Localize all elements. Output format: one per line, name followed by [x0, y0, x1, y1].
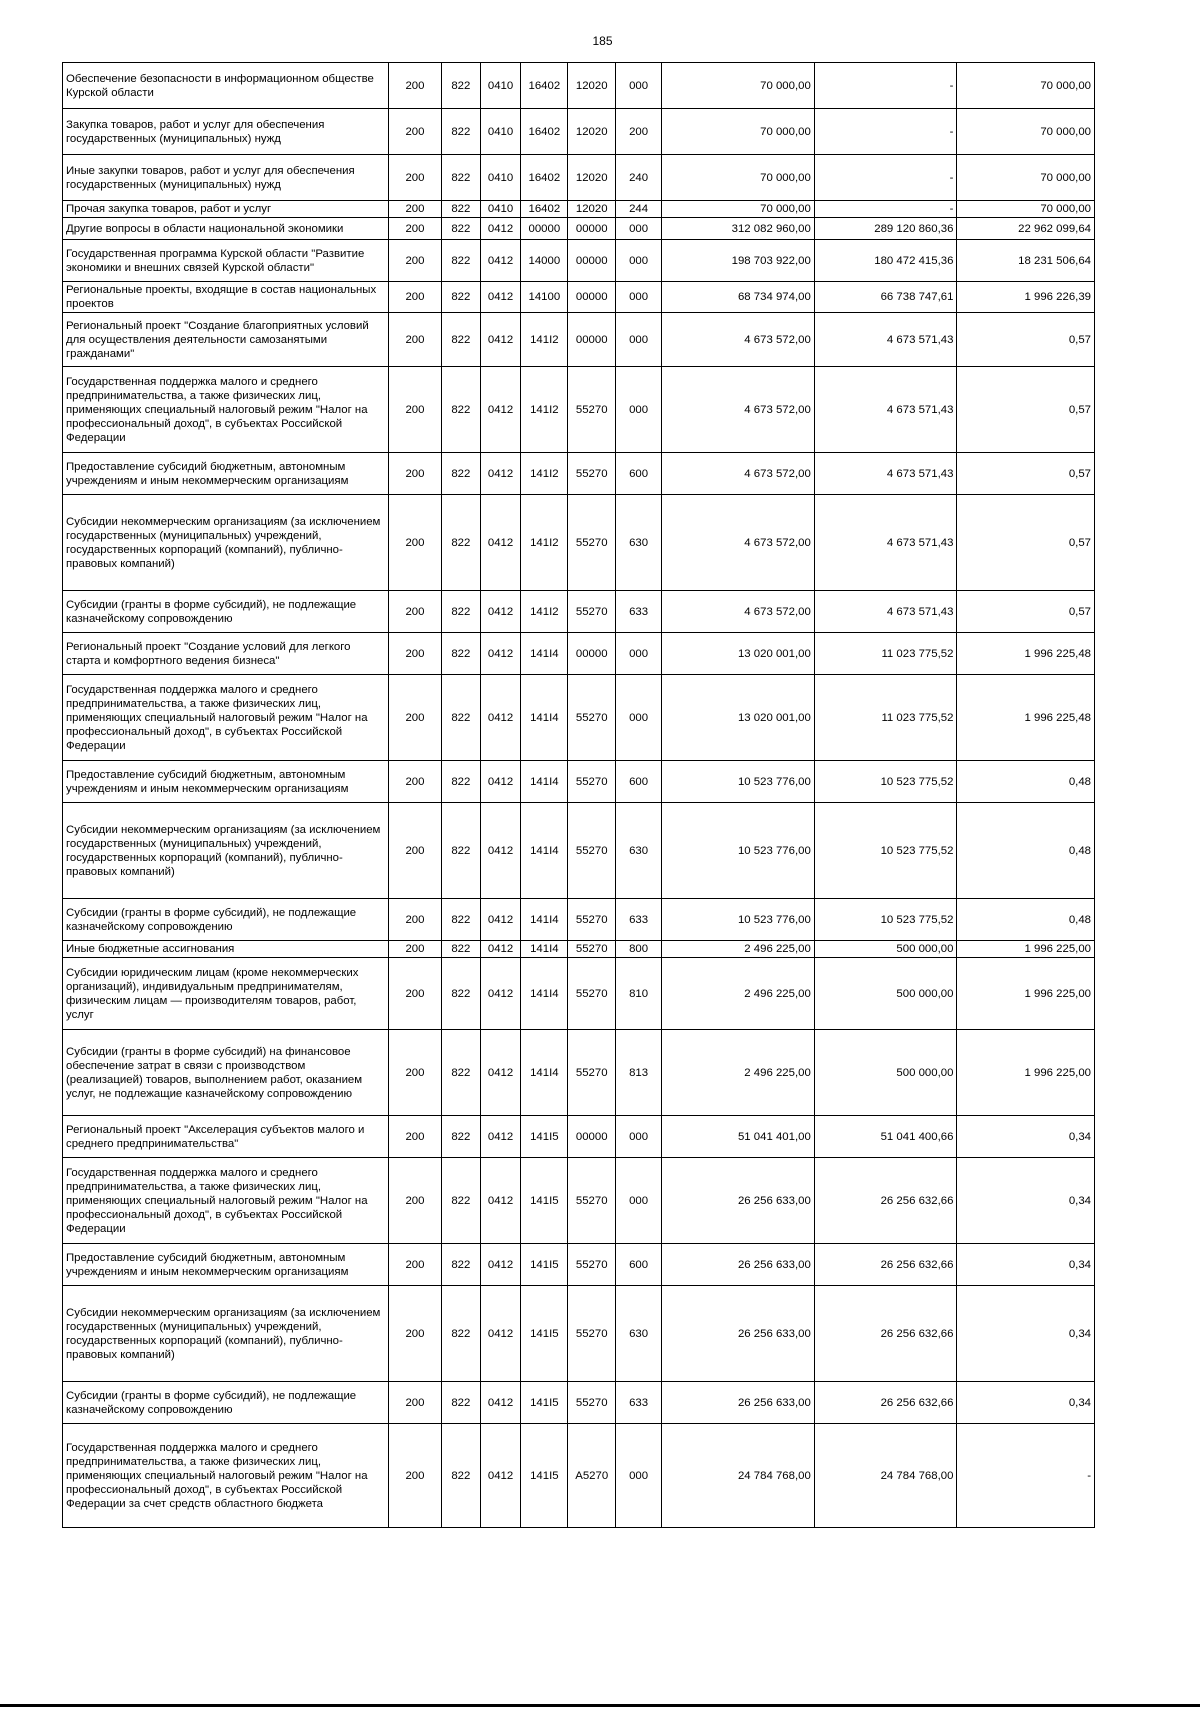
code-1: 200 [389, 109, 442, 155]
code-6: 630 [616, 803, 662, 899]
amount-remaining: 1 996 225,00 [957, 1030, 1095, 1116]
amount-executed: 4 673 571,43 [814, 591, 957, 633]
code-3: 0412 [480, 495, 521, 591]
row-name: Иные бюджетные ассигнования [63, 941, 389, 958]
amount-remaining: 70 000,00 [957, 155, 1095, 201]
code-2: 822 [441, 367, 480, 453]
row-name: Региональный проект "Акселерация субъектов малого и среднего предпринимательства" [63, 1116, 389, 1158]
code-1: 200 [389, 591, 442, 633]
code-4: 141I5 [521, 1382, 568, 1424]
amount-planned: 51 041 401,00 [662, 1116, 815, 1158]
code-6: 000 [616, 1424, 662, 1528]
amount-planned: 13 020 001,00 [662, 675, 815, 761]
amount-remaining: 70 000,00 [957, 201, 1095, 218]
code-5: 55270 [568, 958, 616, 1030]
code-4: 141I4 [521, 675, 568, 761]
code-1: 200 [389, 958, 442, 1030]
amount-executed: 24 784 768,00 [814, 1424, 957, 1528]
code-6: 000 [616, 1158, 662, 1244]
amount-executed: 4 673 571,43 [814, 495, 957, 591]
code-4: 16402 [521, 155, 568, 201]
amount-planned: 13 020 001,00 [662, 633, 815, 675]
code-1: 200 [389, 155, 442, 201]
amount-executed: 289 120 860,36 [814, 218, 957, 240]
code-4: 00000 [521, 218, 568, 240]
code-2: 822 [441, 1116, 480, 1158]
code-3: 0412 [480, 941, 521, 958]
code-4: 141I5 [521, 1116, 568, 1158]
code-4: 141I5 [521, 1286, 568, 1382]
table-row [63, 495, 1095, 591]
table-row [63, 109, 1095, 155]
code-5: 12020 [568, 155, 616, 201]
row-name: Прочая закупка товаров, работ и услуг [63, 201, 389, 218]
table-row [63, 591, 1095, 633]
code-1: 200 [389, 899, 442, 941]
code-2: 822 [441, 155, 480, 201]
amount-remaining: 1 996 225,00 [957, 941, 1095, 958]
code-3: 0412 [480, 803, 521, 899]
table-row [63, 1382, 1095, 1424]
code-4: 141I4 [521, 633, 568, 675]
table-row [63, 218, 1095, 240]
row-name: Субсидии некоммерческим организациям (за исключением государственных (муниципальных) учреждений, государственных корпораций (компаний), публично-правовых компаний) [63, 495, 389, 591]
bottom-rule [0, 1704, 1200, 1707]
code-5: 12020 [568, 201, 616, 218]
amount-executed: 26 256 632,66 [814, 1286, 957, 1382]
code-2: 822 [441, 201, 480, 218]
table-row [63, 1116, 1095, 1158]
table-row [63, 201, 1095, 218]
amount-remaining: 0,57 [957, 453, 1095, 495]
code-3: 0412 [480, 218, 521, 240]
code-4: 141I2 [521, 591, 568, 633]
code-3: 0412 [480, 1286, 521, 1382]
code-6: 600 [616, 761, 662, 803]
code-6: 600 [616, 1244, 662, 1286]
row-name: Государственная поддержка малого и среднего предпринимательства, а также физических лиц, применяющих специальный налоговый режим "Налог на профессиональный доход", в субъектах Российской Федерации [63, 367, 389, 453]
table-row [63, 63, 1095, 109]
code-1: 200 [389, 218, 442, 240]
code-2: 822 [441, 1286, 480, 1382]
code-2: 822 [441, 495, 480, 591]
code-6: 000 [616, 367, 662, 453]
code-4: 141I2 [521, 495, 568, 591]
row-name: Предоставление субсидий бюджетным, автономным учреждениям и иным некоммерческим организациям [63, 453, 389, 495]
code-2: 822 [441, 109, 480, 155]
amount-executed: 10 523 775,52 [814, 761, 957, 803]
code-5: 55270 [568, 495, 616, 591]
code-6: 000 [616, 633, 662, 675]
code-3: 0412 [480, 1382, 521, 1424]
amount-remaining: 70 000,00 [957, 63, 1095, 109]
code-4: 141I4 [521, 941, 568, 958]
code-5: 55270 [568, 761, 616, 803]
code-2: 822 [441, 313, 480, 367]
row-name: Региональные проекты, входящие в состав национальных проектов [63, 282, 389, 313]
amount-remaining: 70 000,00 [957, 109, 1095, 155]
code-5: 00000 [568, 633, 616, 675]
code-1: 200 [389, 1286, 442, 1382]
amount-executed: 26 256 632,66 [814, 1158, 957, 1244]
table-row [63, 803, 1095, 899]
code-3: 0412 [480, 313, 521, 367]
code-6: 630 [616, 1286, 662, 1382]
amount-executed: 500 000,00 [814, 1030, 957, 1116]
code-3: 0412 [480, 1424, 521, 1528]
row-name: Региональный проект "Создание условий для легкого старта и комфортного ведения бизнеса" [63, 633, 389, 675]
code-6: 600 [616, 453, 662, 495]
code-5: 55270 [568, 899, 616, 941]
amount-executed: 500 000,00 [814, 941, 957, 958]
code-3: 0412 [480, 453, 521, 495]
code-2: 822 [441, 899, 480, 941]
code-1: 200 [389, 367, 442, 453]
table-row [63, 282, 1095, 313]
table-row [63, 899, 1095, 941]
code-4: 141I2 [521, 313, 568, 367]
code-5: 55270 [568, 1382, 616, 1424]
code-3: 0412 [480, 958, 521, 1030]
amount-planned: 26 256 633,00 [662, 1158, 815, 1244]
table-row [63, 1158, 1095, 1244]
code-3: 0412 [480, 761, 521, 803]
row-name: Предоставление субсидий бюджетным, автономным учреждениям и иным некоммерческим организациям [63, 1244, 389, 1286]
code-1: 200 [389, 313, 442, 367]
code-3: 0410 [480, 155, 521, 201]
amount-planned: 4 673 572,00 [662, 495, 815, 591]
code-1: 200 [389, 803, 442, 899]
amount-remaining: - [957, 1424, 1095, 1528]
code-2: 822 [441, 633, 480, 675]
row-name: Субсидии (гранты в форме субсидий) на финансовое обеспечение затрат в связи с производством (реализацией) товаров, выполнением работ, оказанием услуг, не подлежащие казначейскому сопровождению [63, 1030, 389, 1116]
table-body [63, 63, 1095, 1528]
table-row [63, 633, 1095, 675]
amount-executed: 51 041 400,66 [814, 1116, 957, 1158]
amount-planned: 4 673 572,00 [662, 313, 815, 367]
amount-remaining: 0,34 [957, 1286, 1095, 1382]
code-3: 0412 [480, 367, 521, 453]
code-4: 14000 [521, 240, 568, 282]
row-name: Субсидии (гранты в форме субсидий), не подлежащие казначейскому сопровождению [63, 1382, 389, 1424]
code-1: 200 [389, 1030, 442, 1116]
code-3: 0412 [480, 675, 521, 761]
row-name: Обеспечение безопасности в информационном обществе Курской области [63, 63, 389, 109]
row-name: Субсидии юридическим лицам (кроме некоммерческих организаций), индивидуальным предпринимателям, физическим лицам — производителям товаров, работ, услуг [63, 958, 389, 1030]
code-5: 55270 [568, 1158, 616, 1244]
amount-remaining: 22 962 099,64 [957, 218, 1095, 240]
code-3: 0412 [480, 899, 521, 941]
amount-executed: 10 523 775,52 [814, 899, 957, 941]
code-1: 200 [389, 941, 442, 958]
row-name: Субсидии (гранты в форме субсидий), не подлежащие казначейскому сопровождению [63, 591, 389, 633]
code-6: 000 [616, 218, 662, 240]
amount-planned: 26 256 633,00 [662, 1286, 815, 1382]
code-6: 240 [616, 155, 662, 201]
amount-executed: 66 738 747,61 [814, 282, 957, 313]
table-row [63, 1030, 1095, 1116]
amount-planned: 70 000,00 [662, 155, 815, 201]
amount-executed: 26 256 632,66 [814, 1382, 957, 1424]
code-5: 12020 [568, 109, 616, 155]
code-3: 0410 [480, 109, 521, 155]
budget-table [62, 62, 1095, 1528]
table-row [63, 675, 1095, 761]
amount-remaining: 0,57 [957, 367, 1095, 453]
code-3: 0412 [480, 1116, 521, 1158]
amount-planned: 10 523 776,00 [662, 803, 815, 899]
code-3: 0410 [480, 201, 521, 218]
code-2: 822 [441, 958, 480, 1030]
amount-remaining: 0,34 [957, 1158, 1095, 1244]
row-name: Предоставление субсидий бюджетным, автономным учреждениям и иным некоммерческим организациям [63, 761, 389, 803]
code-1: 200 [389, 201, 442, 218]
code-2: 822 [441, 63, 480, 109]
table-row [63, 313, 1095, 367]
code-4: 16402 [521, 201, 568, 218]
code-5: 00000 [568, 313, 616, 367]
code-1: 200 [389, 1382, 442, 1424]
code-6: 630 [616, 495, 662, 591]
table-row [63, 761, 1095, 803]
table-row [63, 941, 1095, 958]
amount-planned: 70 000,00 [662, 201, 815, 218]
amount-planned: 68 734 974,00 [662, 282, 815, 313]
page-number: 185 [592, 34, 613, 48]
amount-planned: 4 673 572,00 [662, 367, 815, 453]
code-6: 000 [616, 1116, 662, 1158]
amount-executed: 11 023 775,52 [814, 675, 957, 761]
table-row [63, 958, 1095, 1030]
code-2: 822 [441, 761, 480, 803]
code-2: 822 [441, 1424, 480, 1528]
amount-planned: 312 082 960,00 [662, 218, 815, 240]
code-1: 200 [389, 495, 442, 591]
amount-remaining: 1 996 225,48 [957, 633, 1095, 675]
code-5: 55270 [568, 1244, 616, 1286]
code-5: 55270 [568, 941, 616, 958]
code-2: 822 [441, 453, 480, 495]
code-3: 0412 [480, 240, 521, 282]
amount-executed: 11 023 775,52 [814, 633, 957, 675]
row-name: Государственная поддержка малого и среднего предпринимательства, а также физических лиц, применяющих специальный налоговый режим "Налог на профессиональный доход", в субъектах Российской Федерации [63, 1158, 389, 1244]
code-4: 141I2 [521, 367, 568, 453]
code-3: 0410 [480, 63, 521, 109]
table-row [63, 453, 1095, 495]
code-4: 141I4 [521, 1030, 568, 1116]
code-2: 822 [441, 1030, 480, 1116]
code-2: 822 [441, 941, 480, 958]
table-row [63, 1286, 1095, 1382]
code-3: 0412 [480, 282, 521, 313]
code-1: 200 [389, 1244, 442, 1286]
code-6: 633 [616, 591, 662, 633]
table-row [63, 1424, 1095, 1528]
row-name: Государственная поддержка малого и среднего предпринимательства, а также физических лиц, применяющих специальный налоговый режим "Налог на профессиональный доход", в субъектах Российской Федерации за счет средств областного бюджета [63, 1424, 389, 1528]
amount-executed: - [814, 155, 957, 201]
code-4: 141I5 [521, 1244, 568, 1286]
code-3: 0412 [480, 1244, 521, 1286]
code-4: 141I5 [521, 1424, 568, 1528]
code-6: 000 [616, 675, 662, 761]
amount-planned: 198 703 922,00 [662, 240, 815, 282]
code-4: 141I4 [521, 803, 568, 899]
row-name: Субсидии некоммерческим организациям (за исключением государственных (муниципальных) учреждений, государственных корпораций (компаний), публично-правовых компаний) [63, 803, 389, 899]
code-1: 200 [389, 240, 442, 282]
code-3: 0412 [480, 1158, 521, 1244]
row-name: Региональный проект "Создание благоприятных условий для осуществления деятельности самозанятыми гражданами" [63, 313, 389, 367]
code-1: 200 [389, 63, 442, 109]
code-4: 141I5 [521, 1158, 568, 1244]
amount-remaining: 0,48 [957, 803, 1095, 899]
amount-executed: 500 000,00 [814, 958, 957, 1030]
amount-remaining: 0,34 [957, 1244, 1095, 1286]
amount-executed: 26 256 632,66 [814, 1244, 957, 1286]
amount-executed: - [814, 63, 957, 109]
code-3: 0412 [480, 591, 521, 633]
row-name: Субсидии некоммерческим организациям (за исключением государственных (муниципальных) учреждений, государственных корпораций (компаний), публично-правовых компаний) [63, 1286, 389, 1382]
table-row [63, 367, 1095, 453]
code-5: 55270 [568, 453, 616, 495]
row-name: Другие вопросы в области национальной экономики [63, 218, 389, 240]
amount-executed: 4 673 571,43 [814, 367, 957, 453]
amount-planned: 4 673 572,00 [662, 453, 815, 495]
code-4: 14100 [521, 282, 568, 313]
code-4: 141I4 [521, 899, 568, 941]
amount-planned: 70 000,00 [662, 109, 815, 155]
amount-executed: 180 472 415,36 [814, 240, 957, 282]
row-name: Государственная поддержка малого и среднего предпринимательства, а также физических лиц, применяющих специальный налоговый режим "Налог на профессиональный доход", в субъектах Российской Федерации [63, 675, 389, 761]
amount-planned: 2 496 225,00 [662, 941, 815, 958]
table-row [63, 155, 1095, 201]
code-2: 822 [441, 282, 480, 313]
amount-remaining: 1 996 225,48 [957, 675, 1095, 761]
code-4: 141I2 [521, 453, 568, 495]
code-3: 0412 [480, 1030, 521, 1116]
amount-planned: 2 496 225,00 [662, 1030, 815, 1116]
amount-planned: 70 000,00 [662, 63, 815, 109]
amount-executed: 4 673 571,43 [814, 313, 957, 367]
code-2: 822 [441, 218, 480, 240]
amount-executed: - [814, 201, 957, 218]
code-2: 822 [441, 1382, 480, 1424]
code-4: 141I4 [521, 761, 568, 803]
code-2: 822 [441, 1158, 480, 1244]
code-6: 813 [616, 1030, 662, 1116]
code-1: 200 [389, 761, 442, 803]
amount-planned: 10 523 776,00 [662, 761, 815, 803]
amount-remaining: 0,34 [957, 1382, 1095, 1424]
code-5: 55270 [568, 1286, 616, 1382]
row-name: Иные закупки товаров, работ и услуг для обеспечения государственных (муниципальных) нужд [63, 155, 389, 201]
code-1: 200 [389, 453, 442, 495]
amount-remaining: 1 996 226,39 [957, 282, 1095, 313]
amount-remaining: 0,34 [957, 1116, 1095, 1158]
code-6: 800 [616, 941, 662, 958]
code-2: 822 [441, 591, 480, 633]
code-3: 0412 [480, 633, 521, 675]
code-5: 55270 [568, 803, 616, 899]
code-6: 000 [616, 282, 662, 313]
code-5: 55270 [568, 675, 616, 761]
code-4: 16402 [521, 109, 568, 155]
code-6: 000 [616, 240, 662, 282]
code-6: 810 [616, 958, 662, 1030]
amount-remaining: 1 996 225,00 [957, 958, 1095, 1030]
amount-remaining: 0,48 [957, 899, 1095, 941]
row-name: Закупка товаров, работ и услуг для обеспечения государственных (муниципальных) нужд [63, 109, 389, 155]
code-6: 633 [616, 1382, 662, 1424]
code-6: 244 [616, 201, 662, 218]
amount-executed: 10 523 775,52 [814, 803, 957, 899]
amount-planned: 2 496 225,00 [662, 958, 815, 1030]
code-2: 822 [441, 675, 480, 761]
code-1: 200 [389, 633, 442, 675]
code-1: 200 [389, 1158, 442, 1244]
amount-planned: 26 256 633,00 [662, 1382, 815, 1424]
amount-planned: 24 784 768,00 [662, 1424, 815, 1528]
code-5: 55270 [568, 1030, 616, 1116]
code-2: 822 [441, 803, 480, 899]
amount-planned: 26 256 633,00 [662, 1244, 815, 1286]
code-5: A5270 [568, 1424, 616, 1528]
amount-remaining: 0,57 [957, 591, 1095, 633]
code-5: 00000 [568, 282, 616, 313]
code-1: 200 [389, 1424, 442, 1528]
table-row [63, 1244, 1095, 1286]
code-1: 200 [389, 1116, 442, 1158]
code-5: 00000 [568, 218, 616, 240]
code-1: 200 [389, 675, 442, 761]
code-1: 200 [389, 282, 442, 313]
code-4: 16402 [521, 63, 568, 109]
code-6: 200 [616, 109, 662, 155]
table-row [63, 240, 1095, 282]
amount-planned: 10 523 776,00 [662, 899, 815, 941]
code-2: 822 [441, 1244, 480, 1286]
row-name: Государственная программа Курской области "Развитие экономики и внешних связей Курской области" [63, 240, 389, 282]
code-4: 141I4 [521, 958, 568, 1030]
code-5: 55270 [568, 591, 616, 633]
code-6: 000 [616, 313, 662, 367]
amount-executed: - [814, 109, 957, 155]
code-6: 000 [616, 63, 662, 109]
amount-remaining: 18 231 506,64 [957, 240, 1095, 282]
amount-remaining: 0,57 [957, 495, 1095, 591]
code-5: 00000 [568, 1116, 616, 1158]
code-5: 00000 [568, 240, 616, 282]
code-5: 55270 [568, 367, 616, 453]
amount-planned: 4 673 572,00 [662, 591, 815, 633]
amount-remaining: 0,48 [957, 761, 1095, 803]
row-name: Субсидии (гранты в форме субсидий), не подлежащие казначейскому сопровождению [63, 899, 389, 941]
code-6: 633 [616, 899, 662, 941]
amount-remaining: 0,57 [957, 313, 1095, 367]
amount-executed: 4 673 571,43 [814, 453, 957, 495]
code-2: 822 [441, 240, 480, 282]
code-5: 12020 [568, 63, 616, 109]
